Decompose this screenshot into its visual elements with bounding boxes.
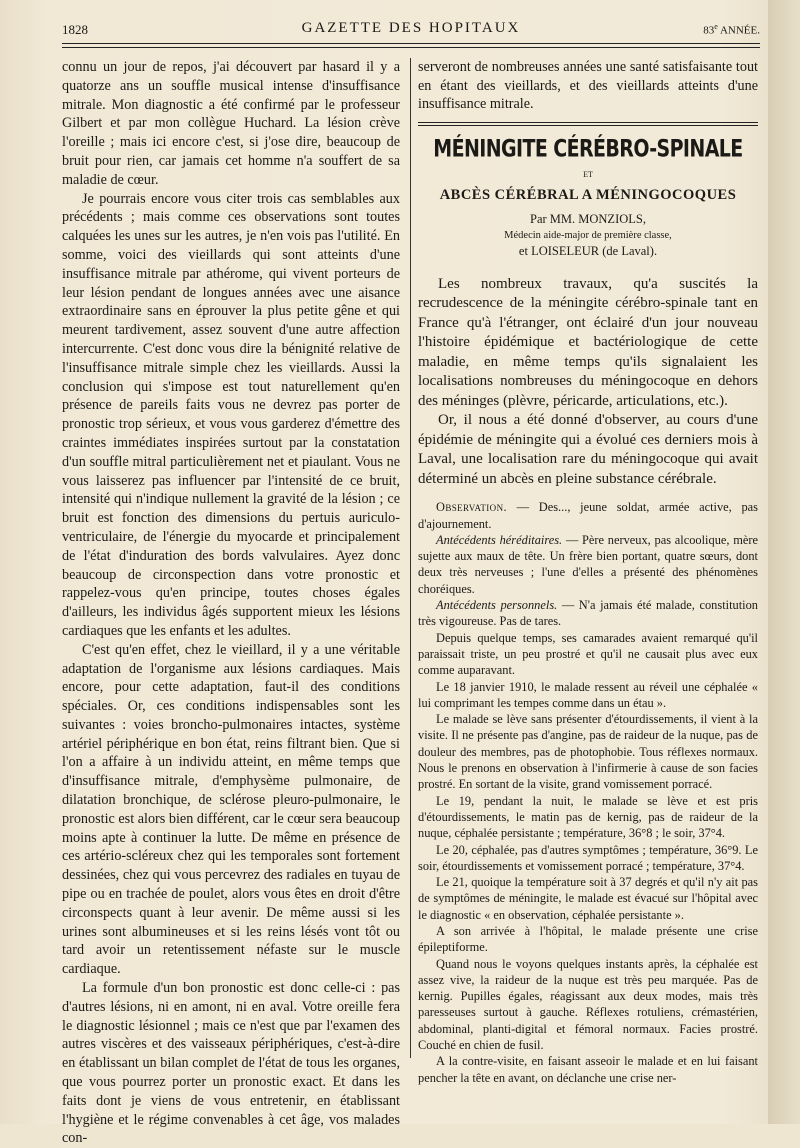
hereditary-label: Antécédents héréditaires. [436,532,563,547]
article-subtitle: ABCÈS CÉRÉBRAL A MÉNINGOCOQUES [439,186,737,203]
article-title: MÉNINGITE CÉRÉBRO-SPINALE [433,135,743,163]
section-rule-thin [418,125,758,126]
left-column [62,58,400,1147]
continued-paragraph: serveront de nombreuses années une santé satisfaisante tout en étant des vieillards, et des vieillards atteints d'une insuffisance mitrale. [418,59,758,113]
right-column [418,58,758,1085]
article-conjunction: ET [583,169,593,179]
page-header [62,20,760,42]
observation-paragraph: A la contre-visite, en faisant asseoir le malade et en lui faisant pencher la tête en avant, on déclanche une crise ner- [418,1054,758,1085]
header-rule-thin [62,47,760,48]
article-intro [418,275,758,490]
column-divider [410,58,411,1058]
observation-paragraph: Le malade se lève sans présenter d'étourdissements, il vient à la visite. Il ne présente pas d'angine, pas de raideur de la nuque, pas de douleur des membres, pas de photophobie. Tous réflexes normaux. Nous le prenons en observation à l'infirmerie à cause de son facies prostré. En sortant de la visite, grand vomissement porracé. [418,712,758,792]
observation-paragraph: Le 20, céphalée, pas d'autres symptômes ; température, 36°9. Le soir, étourdissements et vomissement porracé ; température, 37°4. [418,842,758,873]
observation-paragraph: Le 18 janvier 1910, le malade ressent au réveil une céphalée « lui comprimant les tempes comme dans un étau ». [418,679,758,710]
personal-history: Antécédents personnels. — N'a jamais été malade, constitution très vigoureuse. Pas de tares. [418,598,758,629]
section-rule [418,122,758,123]
observation-label: Observation. [436,500,507,515]
observation-section [418,499,758,1086]
author-role: Médecin aide-major de première classe, [504,229,672,241]
author-byline: Par MM. MONZIOLS, [530,211,646,226]
article-paragraph: Les nombreux travaux, qu'a suscités la recrudescence de la méningite cérébro-spinale tant en France qu'à l'étranger, ont éclairé d'un jour nouveau l'histoire épidémique et bactériologique de cette maladie, en même temps qu'ils signalaient les localisations nombreuses du méningocoque en dehors des méninges (plèvre, péricarde, articulations, etc.). [418,275,758,409]
observation-paragraph: Depuis quelque temps, ses camarades avaient remarqué qu'il paraissait triste, un peu prostré et qu'il ne causait plus avec eux comme auparavant. [418,630,758,678]
left-paragraph: C'est qu'en effet, chez le vieillard, il y a une véritable adaptation de l'organisme aux lésions cardiaques. Mais encore, pour cette adaptation, faut-il des conditions spéciales. Or, ces conditions indispensables sont les suivantes : voies broncho-pulmonaires intactes, système artériel périphérique en bon état, reins filtrant bien. Que si l'on a affaire à un individu atteint, en même temps que d'insuffisance mitrale, d'emphysème pulmonaire, de dilatation bronchique, de sclérose pleuro-pulmonaire, le pronostic est alors bien différent, car le cœur sera beaucoup moins apte à continuer la lutte. De même en présence de ces artério-scléreux chez qui les temporales sont fortement dessinées, chez qui vous percevrez des radiales en tuyau de pipe ou en trachée de poulet, alors vous êtes en droit d'être circonspects quant à leur avenir. De même aussi si les urines sont albumineuses et si les reins lésés vont tôt ou tard avoir un retentissement néfaste sur le muscle cardiaque. [62,641,400,978]
left-paragraph: connu un jour de repos, j'ai découvert par hasard il y a quatorze ans un souffle musical intense d'insuffisance mitrale. Mon diagnostic a été confirmé par le professeur Gilbert et par mon collègue Huchard. La lésion crève l'oreille ; mais ici encore c'est, si j'ose dire, beaucoup de bruit pour rien, car jamais cet homme n'a souffert de sa maladie de cœur. [62,59,400,188]
observation-paragraph: Le 19, pendant la nuit, le malade se lève et est pris d'étourdissements, le matin pas de kernig, pas de raideur de la nuque, céphalée persistante ; température, 36°8 ; le soir, 37°4. [418,793,758,841]
hereditary-history: Antécédents héréditaires. — Père nerveux, pas alcoolique, mère sujette aux maux de tête. Un frère bien portant, quatre sœurs, dont deux très nerveuses ; l'une d'elles a présenté des phénomènes choréiques. [418,532,758,596]
personal-label: Antécédents personnels. [436,598,558,613]
article-paragraph: Or, il nous a été donné d'observer, au cours d'une épidémie de méningite qui a évolué ces derniers mois à Laval, une localisation rare du méningocoque qui avait déterminé un abcès en pleine substance cérébrale. [418,412,758,487]
left-paragraph: Je pourrais encore vous citer trois cas semblables aux précédents ; mais comme ces observations sont toutes calquées les unes sur les autres, je n'en vois pas l'utilité. En somme, voici des vieillards qui sont atteints d'une insuffisance mitrale par athérome, qui vivent porteurs de leur lésion pendant de longues années avec une aisance extraordinaire sans en éprouver la plus petite gêne et qui meurent tardivement, assez souvent d'une autre affection intercurrente. C'est donc vous dire la bénignité relative de l'insuffisance mitrale simple chez les vieillards. Aussi la conclusion qui s'impose est tout naturellement qu'en présence de pareils faits vous ne devrez pas porter de pronostic trop sérieux, et vous vous garderez d'émettre des craintes immédiates inspirées surtout par la constatation d'un souffle mitral particulièrement net et piaulant. Vous ne vous laisserez pas influencer par l'intensité de ce bruit, intensité qui n'indique nullement la gravité de la lésion ; ce bruit est fonction des dimensions du pertuis auriculo-ventriculaire, de l'énergie du myocarde et principalement de l'état d'induration des bords valvulaires. Ayez donc beaucoup de circonspection dans votre pronostic et rappelez-vous qu'en principe, toutes choses égales d'ailleurs, les individus âgés supportent mieux les lésions cardiaques que les enfants et les adultes. [62,190,400,639]
page-number: 1828 [62,22,88,37]
page-edge [768,0,800,1124]
observation-paragraph: A son arrivée à l'hôpital, le malade présente une crise épileptiforme. [418,924,758,955]
observation-paragraph: Quand nous le voyons quelques instants après, la céphalée est assez vive, la raideur de la nuque est très peu marquée. Pas de kernig. Pupilles égales, réagissant aux deux modes, mais très paresseuses surtout à gauche. Réflexes rotuliens, crémastérien, abdominal, planti-digital et fémoral normaux. Facies prostré. Couché en chien de fusil. [418,956,758,1053]
observation-heading: Observation. — Des..., jeune soldat, armée active, pas d'ajournement. [418,500,758,531]
journal-title: GAZETTE DES HOPITAUX [301,20,521,36]
left-paragraph: La formule d'un bon pronostic est donc celle-ci : pas d'autres lésions, ni en amont, ni en aval. Votre oreille fera le diagnostic lésionnel ; mais ce n'est que par l'examen des autres viscères et des vaisseaux périphériques, c'est-à-dire en établissant un bilan complet de l'état de tous les organes, que vous pourrez porter un pronostic exact. Et dans les faits dont je viens de vous entretenir, en établissant l'hygiène et le régime convenables à cet âge, vos malades con- [62,980,400,1147]
header-rule [62,43,760,44]
observation-paragraph: Le 21, quoique la température soit à 37 degrés et qu'il n'y ait pas de symptômes de méningite, le malade est évacué sur l'hôpital avec le diagnostic « en observation, céphalée persistante ». [418,875,758,922]
author-byline-second: et LOISELEUR (de Laval). [518,243,658,258]
edition-year: 83e ANNÉE. [703,22,760,37]
